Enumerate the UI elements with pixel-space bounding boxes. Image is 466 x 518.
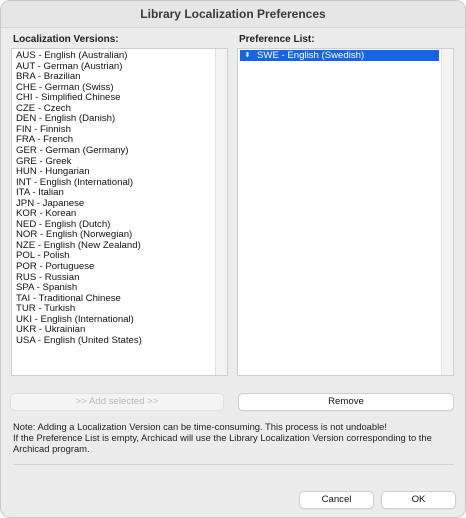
localization-list-item[interactable]: POL - Polish xyxy=(16,250,70,262)
divider xyxy=(13,464,454,465)
localization-list-item[interactable]: USA - English (United States) xyxy=(16,334,142,346)
localization-list-item[interactable]: AUS - English (Australian) xyxy=(16,50,128,61)
localization-list-item[interactable]: UKI - English (International) xyxy=(16,313,134,325)
localization-list-item[interactable]: GRE - Greek xyxy=(16,155,72,167)
add-selected-button[interactable]: >> Add selected >> xyxy=(10,393,224,411)
localization-list-item[interactable]: ITA - Italian xyxy=(16,187,64,199)
localization-list-item[interactable]: CZE - Czech xyxy=(16,102,71,114)
localization-list-item[interactable]: BRA - Brazilian xyxy=(16,71,81,83)
remove-button[interactable]: Remove xyxy=(238,393,454,411)
localization-list-item[interactable]: DEN - English (Danish) xyxy=(16,113,116,125)
localization-list-item[interactable]: JPN - Japanese xyxy=(16,197,85,209)
preference-list-item[interactable] xyxy=(240,50,439,61)
title-bar xyxy=(1,1,465,28)
localization-versions-label: Localization Versions: xyxy=(13,34,119,45)
note-line-2: If the Preference List is empty, Archicad will use the Library Localization Version corresponding to the Archicad program. xyxy=(13,432,432,454)
localization-list-item[interactable]: KOR - Korean xyxy=(16,208,77,220)
localization-list-item[interactable]: POR - Portuguese xyxy=(16,261,95,272)
localization-list-item[interactable]: FIN - Finnish xyxy=(16,123,71,135)
note-line-1: Note: Adding a Localization Version can be time-consuming. This process is not undoable! xyxy=(13,421,388,432)
localization-list-item[interactable]: NZE - English (New Zealand) xyxy=(16,239,141,251)
localization-list-item[interactable]: TAI - Traditional Chinese xyxy=(16,292,121,304)
localization-versions-list[interactable] xyxy=(11,48,228,376)
localization-list-item[interactable]: CHE - German (Swiss) xyxy=(16,81,114,93)
localization-list-item[interactable]: NED - English (Dutch) xyxy=(16,218,111,230)
preference-list[interactable] xyxy=(237,48,454,376)
localization-list-item[interactable]: HUN - Hungarian xyxy=(16,166,90,178)
dialog-title: Library Localization Preferences xyxy=(140,7,326,21)
localization-list-scrollbar[interactable] xyxy=(215,49,227,375)
localization-list-item[interactable]: INT - English (International) xyxy=(16,176,134,188)
localization-list-item[interactable]: FRA - French xyxy=(16,134,74,146)
localization-list-item[interactable]: GER - German (Germany) xyxy=(16,144,129,156)
localization-list-item[interactable]: RUS - Russian xyxy=(16,271,80,283)
sort-handle-icon[interactable]: ⬍ xyxy=(244,52,251,59)
localization-list-item[interactable]: SPA - Spanish xyxy=(16,282,78,294)
preference-item-label: SWE - English (Swedish) xyxy=(257,50,365,61)
ok-button[interactable]: OK xyxy=(381,491,456,509)
localization-list-item[interactable]: NOR - English (Norwegian) xyxy=(16,229,133,241)
localization-list-item[interactable]: UKR - Ukrainian xyxy=(16,324,86,336)
localization-list-item[interactable]: AUT - German (Austrian) xyxy=(16,60,123,72)
localization-list-item[interactable]: CHI - Simplified Chinese xyxy=(16,92,121,104)
cancel-button[interactable]: Cancel xyxy=(299,491,374,509)
preference-list-label: Preference List: xyxy=(239,34,315,45)
localization-list-item[interactable]: TUR - Turkish xyxy=(16,303,76,315)
note-text xyxy=(13,421,457,454)
preference-list-scrollbar[interactable] xyxy=(441,49,453,375)
